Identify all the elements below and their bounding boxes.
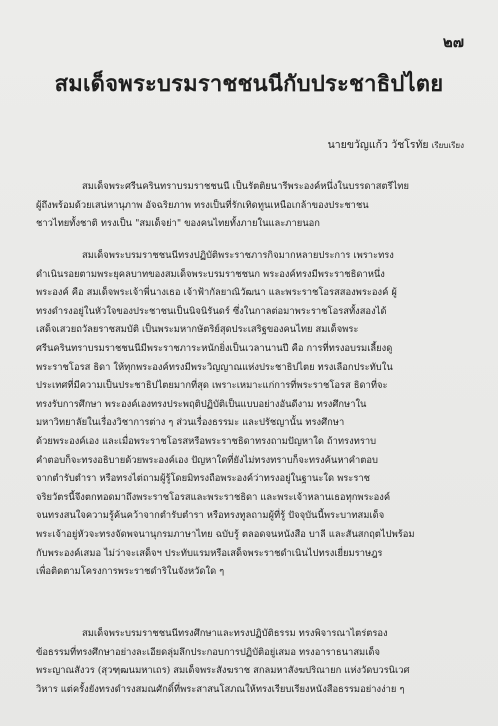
text-line: เพื่อติดตามโครงการพระราชดำริในจังหวัดใด ๆ	[36, 566, 225, 578]
text-line: วิหาร แต่ครั้งยังทรงดำรงสมณศักดิ์ที่พระสาสนโสภณให้ทรงเรียบเรียงหนังสือธรรมอย่างง่าย ๆ	[36, 683, 405, 695]
author-line	[328, 136, 464, 153]
text-line: สมเด็จพระศรีนครินทราบรมราชชนนี เป็นรัตติยนารีพระองค์หนึ่งในบรรดาสตรีไทย	[82, 181, 409, 192]
text-line: คำตอบก็จะทรงอธิบายด้วยพระองค์เอง ปัญหาใดที่ยังไม่ทรงทราบก็จะทรงค้นหาคำตอบ	[36, 454, 378, 466]
author-name: นายขวัญแก้ว วัชโรทัย	[327, 139, 429, 151]
text-line: ศรีนครินทราบรมราชชนนีมีพระราชภาระหนักยิ่งเป็นเวลานานปี คือ การที่ทรงอบรมเลี้ยงดู	[36, 342, 393, 354]
page-number: ๒๗	[442, 33, 464, 51]
page-title: สมเด็จพระบรมราชชนนีกับประชาธิปไตย	[54, 71, 444, 97]
text-line: จริยวัตรนี้จึงตกทอดมาถึงพระราชโอรสและพระราชธิดา และพระเจ้าหลานเธอทุกพระองค์	[36, 491, 391, 503]
text-line: พระราชโอรส ธิดา ให้ทุกพระองค์ทรงมีพระวิญญาณแห่งประชาธิปไตย ทรงเลือกประทับใน	[36, 361, 393, 373]
text-line: สมเด็จพระบรมราชชนนีทรงปฏิบัติพระราชภารกิจมากหลายประการ เพราะทรง	[82, 250, 394, 261]
text-line: กับพระองค์เสมอ ไม่ว่าจะเสด็จฯ ประทับแรมหรือเสด็จพระราชดำเนินไปทรงเยี่ยมราษฎร	[36, 547, 383, 559]
text-line: ด้วยพระองค์เอง และเมื่อพระราชโอรสหรือพระราชธิดาทรงถามปัญหาใด ถ้าทรงทราบ	[36, 435, 377, 447]
paragraph-2	[36, 247, 462, 582]
text-line: เสด็จเสวยถวัลยราชสมบัติ เป็นพระมหากษัตริย์สุดประเสริฐของคนไทย สมเด็จพระ	[36, 324, 359, 336]
text-line: จนทรงสนใจความรู้ค้นคว้าจากตำรับตำรา หรือทรงทูลถามผู้ที่รู้ ปัจจุบันนี้พระบาทสมเด็จ	[36, 510, 385, 522]
text-line: พระญาณสังวร (สุวฑฺฒนมหาเถร) สมเด็จพระสังฆราช สกลมหาสังฆปริณายก แห่งวัดบวรนิเวศ	[36, 665, 410, 677]
text-line: พระเจ้าอยู่หัวจะทรงจัดพจนานุกรมภาษาไทย ฉบับรู้ ตลอดจนหนังสือ บาลี และสันสกฤตไปพร้อม	[36, 528, 415, 540]
text-line: ชาวไทยทั้งชาติ ทรงเป็น "สมเด็จย่า" ของคนไทยทั้งภายในและภายนอก	[36, 218, 320, 230]
text-line: ประเทศที่มีความเป็นประชาธิปไตยมากที่สุด เพราะเหมาะแก่การที่พระราชโอรส ธิดาที่จะ	[36, 380, 388, 392]
text-line: มหาวิทยาลัยในเรื่องวิชาการต่าง ๆ ส่วนเรื่องธรรมะ และปรัชญานั้น ทรงศึกษา	[36, 417, 345, 429]
text-line: ดำเนินรอยตามพระยุคลบาทของสมเด็จพระบรมราชชนก พระองค์ทรงมีพระราชธิดาหนึ่ง	[36, 268, 385, 280]
text-line: ข้อธรรมที่ทรงศึกษาอย่างละเอียดลุ่มลึกประกอบการปฏิบัติอยู่เสมอ ทรงอาราธนาสมเด็จ	[36, 646, 381, 658]
text-line: พระองค์ คือ สมเด็จพระเจ้าพี่นางเธอ เจ้าฟ้ากัลยาณิวัฒนา และพระราชโอรสสองพระองค์ ผู้	[36, 287, 397, 299]
text-line: ผู้ถึงพร้อมด้วยเสน่หานุภาพ อัจฉริยภาพ ทรงเป็นที่รักเทิดทูนเหนือเกล้าของประชาชน	[36, 199, 369, 211]
paragraph-1	[36, 178, 462, 234]
author-note: เรียบเรียง	[431, 141, 464, 150]
text-line: สมเด็จพระบรมราชชนนีทรงศึกษาและทรงปฏิบัติธรรม ทรงพิจารณาไตร่ตรอง	[82, 628, 388, 639]
text-line: ทรงรับการศึกษา พระองค์เองทรงประพฤติปฏิบัติเป็นแบบอย่างอันดีงาม ทรงศึกษาใน	[36, 398, 367, 410]
text-line: ทรงดำรงอยู่ในหัวใจของประชาชนเป็นนิจนิรันดร์ ซึ่งในกาลต่อมาพระราชโอรสทั้งสองได้	[36, 305, 387, 317]
text-line: จากตำรับตำรา หรือทรงไต่ถามผู้รู้โดยมิทรงถือพระองค์ว่าทรงอยู่ในฐานะใด พระราช	[36, 473, 370, 485]
paragraph-3	[36, 625, 462, 699]
